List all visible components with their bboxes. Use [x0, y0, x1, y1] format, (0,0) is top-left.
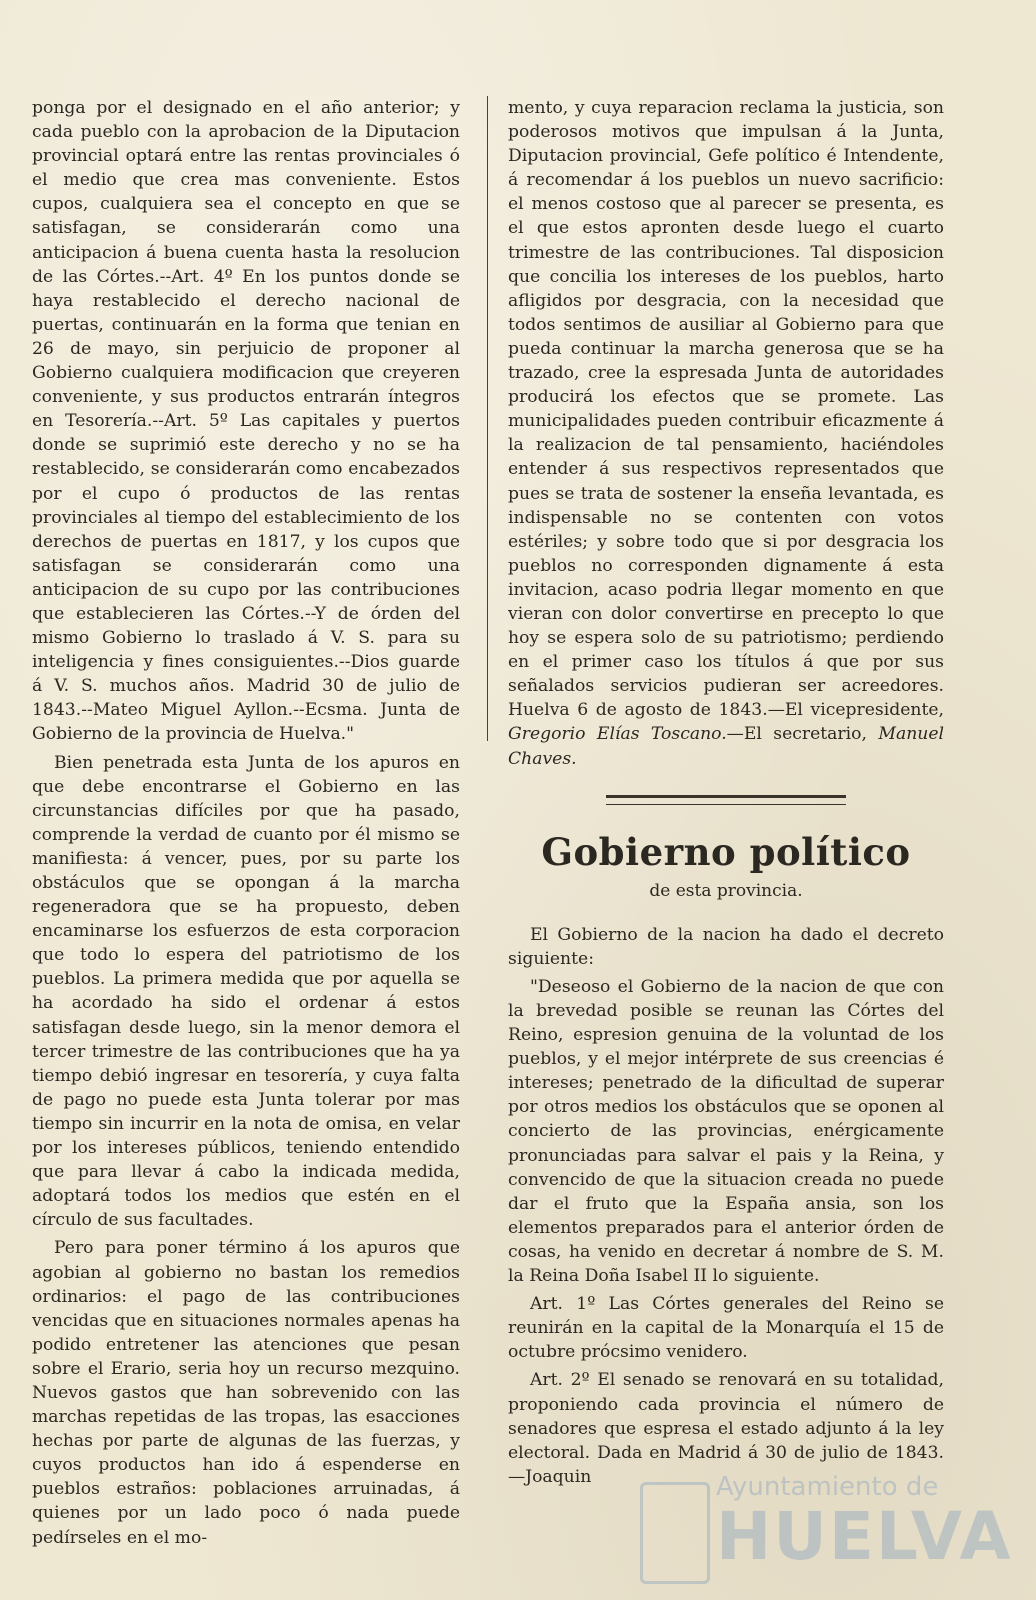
right-paragraph-5: Art. 2º El senado se renovará en su totalidad, proponiendo cada provincia el número de senadores que espresa el estado adjunto á la ley electoral. Dada en Madrid á 30 de julio de 1843.—Joaquin [508, 1370, 944, 1487]
right-paragraph-4: Art. 1º Las Córtes generales del Reino se reunirán en la capital de la Monarquía el 15 de octubre prócsimo venidero. [508, 1294, 944, 1363]
archive-watermark [640, 1470, 1013, 1590]
city-crest-icon [640, 1482, 710, 1584]
left-paragraph-2: Bien penetrada esta Junta de los apuros en que debe encontrarse el Gobierno en las circunstancias difíciles por que ha pasado, comprende la verdad de cuanto por él mismo se manifiesta: á vencer, pues, por su parte los obstáculos que se opongan á la marcha regeneradora que se ha propuesto, deben encaminarse los esfuerzos de esta corporacion que todo lo espera del patriotismo de los pueblos. La primera medida que por aquella se ha acordado ha sido el ordenar á estos satisfagan desde luego, sin la menor demora el tercer trimestre de las contribuciones que ha ya tiempo debió ingresar en tesorería, y cuya falta de pago no puede esta Junta tolerar por mas tiempo sin incurrir en la nota de omisa, en velar por los intereses públicos, teniendo entendido que para llevar á cabo la indicada medida, adoptará todos los medios que estén en el círculo de sus facultades. [32, 752, 460, 1231]
right-paragraph-2: El Gobierno de la nacion ha dado el decreto siguiente: [508, 924, 944, 969]
right-paragraph-1 [508, 96, 944, 771]
right-paragraph-3: "Deseoso el Gobierno de la nacion de que con la brevedad posible se reunan las Córtes del Reino, espresion genuina de la voluntad de los pueblos, y el mejor intérprete de sus creencias é intereses; penetrado de la dificultad de superar por otros medios los obstáculos que se oponen al concierto de las provincias, enérgicamente pronunciadas para salvar el pais y la Reina, y convencido de que la situacion creada no puede dar el fruto que la España ansia, son los elementos preparados para el anterior órden de cosas, ha venido en decretar á nombre de S. M. la Reina Doña Isabel II lo siguiente. [508, 976, 944, 1287]
watermark-small-text: Ayuntamiento de [716, 1472, 939, 1502]
watermark-big-text: HUELVA [716, 1498, 1013, 1575]
right-paragraph-1-mid: —El secretario, [726, 724, 879, 745]
left-paragraph-3: Pero para poner término á los apuros que agobian al gobierno no bastan los remedios ordinarios: el pago de las contribuciones vencidas que en situaciones normales apenas ha podido entretener las atenciones que pesan sobre el Erario, seria hoy un recurso mezquino. Nuevos gastos que han sobrevenido con las marchas repetidas de las tropas, las esacciones hechas por parte de algunas de las fuerzas, y cuyos productos han ido á espenderse en pueblos estraños: poblaciones arruinadas, á quienes por un lado poco ó nada puede pedírseles en el mo- [32, 1238, 460, 1548]
column-divider [487, 96, 488, 741]
right-paragraph-1-body: mento, y cuya reparacion reclama la justicia, son poderosos motivos que impulsan á la Junta, Diputacion provincial, Gefe político é Intendente, á recomendar á los pueblos un nuevo sacrificio: el menos costoso que al parecer se presenta, es el que estos apronten desde luego el cuarto trimestre de las contribuciones. Tal disposicion que concilia los intereses de los pueblos, harto afligidos por desgracia, con la necesidad que todos sentimos de ausiliar al Gobierno para que pueda continuar la marcha generosa que se ha trazado, cree la espresada Junta de autoridades producirá los efectos que se promete. Las municipalidades pueden contribuir eficazmente á la realizacion de tal pensamiento, haciéndoles entender á sus respectivos representados que pues se trata de sostener la enseña levantada, es indispensable no se contenten con votos estériles; y sobre todo que si por desgracia los pueblos no corresponden dignamente á esta invitacion, acaso podria llegar momento en que vieran con dolor convertirse en precepto lo que hoy se espera solo de su patriotismo; perdiendo en el primer caso los títulos á que por sus señalados servicios pudieran ser acreedores. Huelva 6 de agosto de 1843.—El vicepresidente, [508, 98, 944, 721]
left-column [32, 96, 460, 1554]
section-heading: Gobierno político [541, 829, 911, 874]
section-subheading: de esta provincia. [649, 880, 803, 901]
signer-vicepresident: Gregorio Elías Toscano. [508, 724, 727, 745]
right-column [508, 96, 944, 1493]
signer-secretary: Manuel Chaves. [508, 724, 944, 769]
left-paragraph-1: ponga por el designado en el año anterior; y cada pueblo con la aprobacion de la Diputacion provincial optará entre las rentas provinciales ó el medio que crea mas conveniente. Estos cupos, cualquiera sea el concepto en que se satisfagan, se considerarán como una anticipacion á buena cuenta hasta la resolucion de las Córtes.--Art. 4º En los puntos donde se haya restablecido el derecho nacional de puertas, continuarán en la forma que tenian en 26 de mayo, sin perjuicio de proponer al Gobierno cualquiera modificacion que creyeren conveniente, y sus productos entrarán íntegros en Tesorería.--Art. 5º Las capitales y puertos donde se suprimió este derecho y no se ha restablecido, se considerarán como encabezados por el cupo ó productos de las rentas provinciales al tiempo del establecimiento de los derechos de puertas en 1817, y los cupos que satisfagan se considerarán como una anticipacion de su cupo por las contribuciones que establecieren las Córtes.--Y de órden del mismo Gobierno lo traslado á V. S. para su inteligencia y fines consiguientes.--Dios guarde á V. S. muchos años. Madrid 30 de julio de 1843.--Mateo Miguel Ayllon.--Ecsma. Junta de Gobierno de la provincia de Huelva." [32, 98, 460, 745]
section-rule [606, 795, 846, 805]
